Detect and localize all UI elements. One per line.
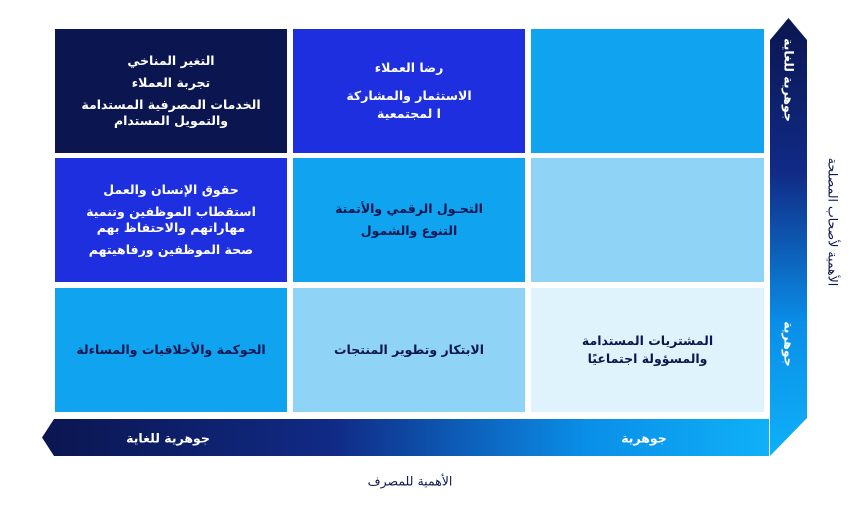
horizontal-axis-left-label: جوهرية للغاية [126, 430, 210, 446]
cell-middle-right [531, 158, 764, 282]
vertical-axis-title: الأهمية لأصحاب المصلحة [825, 157, 841, 287]
vertical-axis-bottom-label: جوهرية [781, 321, 797, 367]
topic-label: التنوع والشمول [360, 223, 458, 238]
topic-label: والمسؤولة اجتماعيًا [587, 351, 708, 366]
topic-label: ا لمجتمعية [377, 106, 441, 121]
topic-label: حقوق الإنسان والعمل [103, 182, 239, 197]
cell-top-right [531, 29, 764, 153]
topic-label: الاستثمار والمشاركة [346, 88, 472, 103]
cell-top-left [55, 29, 287, 153]
topic-label: استقطاب الموظفين وتنمية [86, 204, 256, 219]
topic-label: الحوكمة والأخلاقيات والمساءلة [76, 342, 266, 357]
cell-top-middle [293, 29, 525, 153]
topic-label: الابتكار وتطوير المنتجات [333, 342, 485, 357]
topic-label: رضا العملاء [374, 60, 444, 75]
topic-label: التغير المناخي [127, 53, 215, 68]
cell-middle-left [55, 158, 287, 282]
topic-label: التحـول الرقمي والأتمتة [335, 201, 483, 216]
cell-bottom-right [531, 288, 764, 412]
topic-label: والتمويل المستدام [113, 113, 229, 128]
cell-bottom-middle [293, 288, 525, 412]
topic-label: تجربة العملاء [131, 75, 211, 90]
topic-label: صحة الموظفين ورفاهيتهم [88, 242, 254, 257]
topic-label: المشتريات المستدامة [581, 333, 714, 348]
vertical-axis-top-label: جوهرية للغاية [781, 38, 797, 122]
cell-middle-middle [293, 158, 525, 282]
horizontal-axis-right-label: جوهرية [621, 430, 667, 446]
topic-label: الخدمات المصرفية المستدامة [81, 97, 261, 112]
horizontal-axis-title: الأهمية للمصرف [367, 473, 453, 489]
cell-bottom-left [55, 288, 287, 412]
topic-label: مهاراتهم والاحتفاظ بهم [96, 220, 246, 235]
